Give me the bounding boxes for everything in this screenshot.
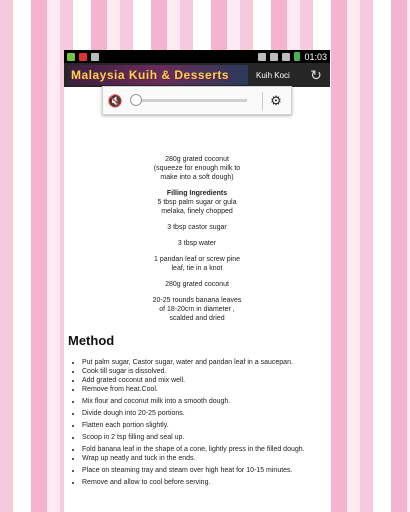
phone-screen xyxy=(64,50,330,512)
filling-heading: Filling Ingredients xyxy=(166,190,228,197)
status-time: 01:03 xyxy=(304,51,327,62)
ingredient-line: 5 tbsp palm sugar or gula xyxy=(157,199,237,206)
app-title-banner: Malaysia Kuih & Desserts xyxy=(68,65,248,85)
method-step: • Scoop in 2 tsp filling and seal up. xyxy=(82,433,326,442)
battery-icon xyxy=(294,52,300,61)
image-notification-icon xyxy=(67,53,75,61)
ingredient-line: make into a soft dough) xyxy=(160,174,234,181)
method-step: • Mix flour and coconut milk into a smooth dough. xyxy=(82,397,326,406)
wifi-icon xyxy=(270,53,278,61)
method-step: • Put palm sugar, Castor sugar, water and pandan leaf in a saucepan. xyxy=(82,358,326,367)
ingredient-line: 3 tbsp water xyxy=(177,240,217,247)
method-steps xyxy=(68,358,326,487)
ingredient-line: of 18-20cm in diameter , xyxy=(159,306,235,313)
recipe-content xyxy=(64,87,330,487)
method-step: • Wrap up neatly and tuck in the ends. xyxy=(82,454,326,463)
method-step: • Remove from heat.Cool. xyxy=(82,385,326,394)
gear-icon[interactable]: ⚙ xyxy=(270,92,282,108)
signal-icon xyxy=(282,53,290,61)
page-subtitle: Kuih Koci xyxy=(256,70,290,80)
download-notification-icon xyxy=(91,53,99,61)
method-step: • Divide dough into 20-25 portions. xyxy=(82,409,326,418)
volume-mute-icon[interactable]: 🔇 xyxy=(107,93,123,108)
ingredient-line: scalded and dried xyxy=(169,315,225,322)
app-bar xyxy=(64,63,330,87)
volume-popup xyxy=(102,86,292,115)
ingredient-line: 20-25 rounds banana leaves xyxy=(152,297,242,304)
method-step: • Cook till sugar is dissolved. xyxy=(82,367,326,376)
method-step: • Remove and allow to cool before serving. xyxy=(82,478,326,487)
ingredient-line: leaf, tie in a knot xyxy=(171,265,223,272)
ingredient-line: 1 pandan leaf or screw pine xyxy=(154,256,240,263)
method-step: • Place on steaming tray and steam over high heat for 10-15 minutes. xyxy=(82,466,326,475)
ingredients-list xyxy=(68,155,326,323)
method-step: • Fold banana leaf in the shape of a cone, lightly press in the filled dough. xyxy=(82,445,326,454)
method-heading: Method xyxy=(68,333,115,348)
method-step: • Add grated coconut and mix well. xyxy=(82,376,326,385)
ingredient-line: 3 tbsp castor sugar xyxy=(167,224,227,231)
ingredient-line: 280g grated coconut xyxy=(165,156,229,163)
volume-slider[interactable] xyxy=(135,99,247,102)
ingredient-line: (squeeze for enough milk to xyxy=(153,165,241,172)
app-notification-icon xyxy=(79,53,87,61)
ingredient-line: melaka, finely chopped xyxy=(161,208,233,215)
status-bar xyxy=(64,50,330,63)
method-step: • Flatten each portion slightly. xyxy=(82,421,326,430)
volume-slider-thumb[interactable] xyxy=(130,94,142,106)
vibrate-icon xyxy=(258,53,266,61)
ingredient-line: 280g grated coconut xyxy=(165,281,229,288)
refresh-icon[interactable]: ↻ xyxy=(310,67,322,83)
